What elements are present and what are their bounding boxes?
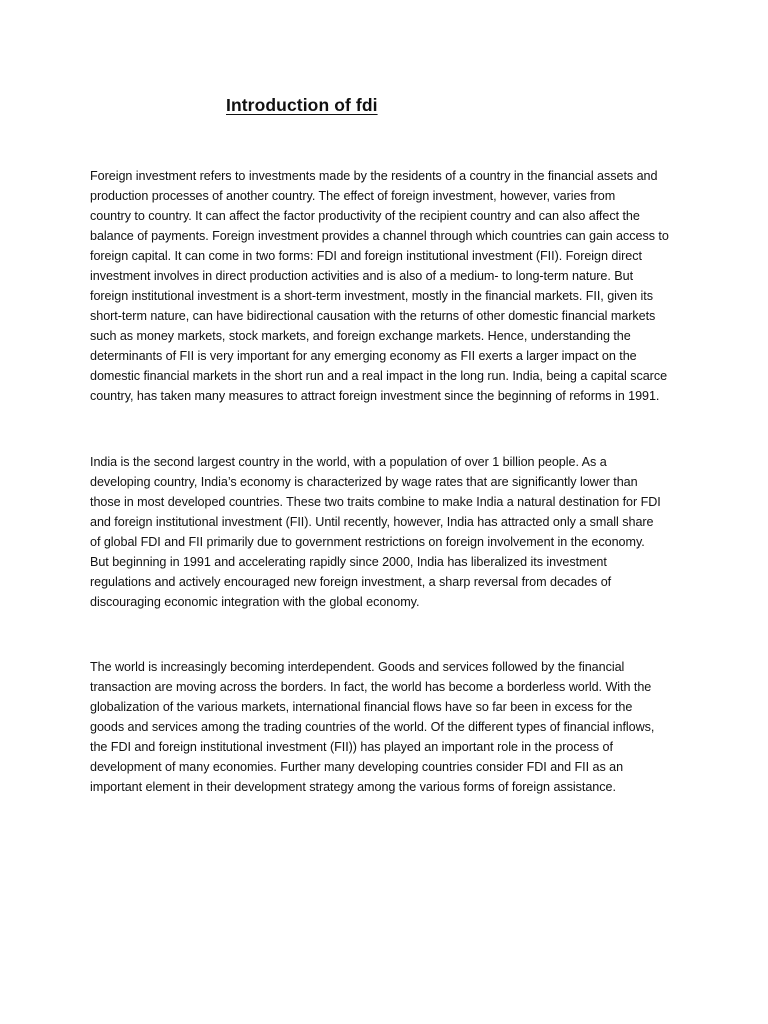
paragraph-line: those in most developed countries. These two traits combine to make India a natural destination for FDI <box>90 495 661 509</box>
paragraph-line: foreign institutional investment is a short-term investment, mostly in the financial markets. FII, given its <box>90 289 653 303</box>
paragraph-line: country, has taken many measures to attract foreign investment since the beginning of reforms in 1991. <box>90 389 660 403</box>
paragraph-line: development of many economies. Further many developing countries consider FDI and FII as an <box>90 760 624 774</box>
document-title: Introduction of fdi <box>226 95 378 115</box>
paragraph-line: and foreign institutional investment (FII). Until recently, however, India has attracted only a small share <box>90 515 654 529</box>
paragraph-line: foreign capital. It can come in two forms: FDI and foreign institutional investment (FII). Foreign direct <box>90 249 642 263</box>
paragraph-line: investment involves in direct production activities and is also of a medium- to long-term nature. But <box>90 269 634 283</box>
paragraph-2 <box>90 452 680 612</box>
paragraph-line: But beginning in 1991 and accelerating rapidly since 2000, India has liberalized its investment <box>90 555 607 569</box>
paragraph-line: the FDI and foreign institutional investment (FII)) has played an important role in the process of <box>90 740 613 754</box>
paragraph-line: regulations and actively encouraged new foreign investment, a sharp reversal from decades of <box>90 575 612 589</box>
paragraph-1 <box>90 166 680 406</box>
paragraph-line: globalization of the various markets, international financial flows have so far been in excess for the <box>90 700 633 714</box>
paragraph-line: discouraging economic integration with the global economy. <box>90 595 420 609</box>
paragraph-line: goods and services among the trading countries of the world. Of the different types of financial inflows, <box>90 720 655 734</box>
paragraph-line: domestic financial markets in the short run and a real impact in the long run. India, being a capital scarce <box>90 369 668 383</box>
paragraph-line: country to country. It can affect the factor productivity of the recipient country and can also affect the <box>90 209 640 223</box>
paragraph-line: India is the second largest country in the world, with a population of over 1 billion people. As a <box>90 455 607 469</box>
paragraph-3 <box>90 657 680 797</box>
paragraph-line: Foreign investment refers to investments made by the residents of a country in the financial assets and <box>90 169 658 183</box>
paragraph-line: The world is increasingly becoming interdependent. Goods and services followed by the financial <box>90 660 625 674</box>
paragraph-line: determinants of FII is very important for any emerging economy as FII exerts a larger impact on the <box>90 349 637 363</box>
paragraph-line: production processes of another country. The effect of foreign investment, however, varies from <box>90 189 616 203</box>
paragraph-line: transaction are moving across the borders. In fact, the world has become a borderless world. With the <box>90 680 652 694</box>
paragraph-line: developing country, India’s economy is characterized by wage rates that are significantly lower than <box>90 475 638 489</box>
paragraph-line: of global FDI and FII primarily due to government restrictions on foreign involvement in the economy. <box>90 535 645 549</box>
paragraph-line: important element in their development strategy among the various forms of foreign assistance. <box>90 780 616 794</box>
paragraph-line: balance of payments. Foreign investment provides a channel through which countries can gain access to <box>90 229 669 243</box>
paragraph-line: short-term nature, can have bidirectional causation with the returns of other domestic financial markets <box>90 309 656 323</box>
paragraph-line: such as money markets, stock markets, and foreign exchange markets. Hence, understanding the <box>90 329 631 343</box>
